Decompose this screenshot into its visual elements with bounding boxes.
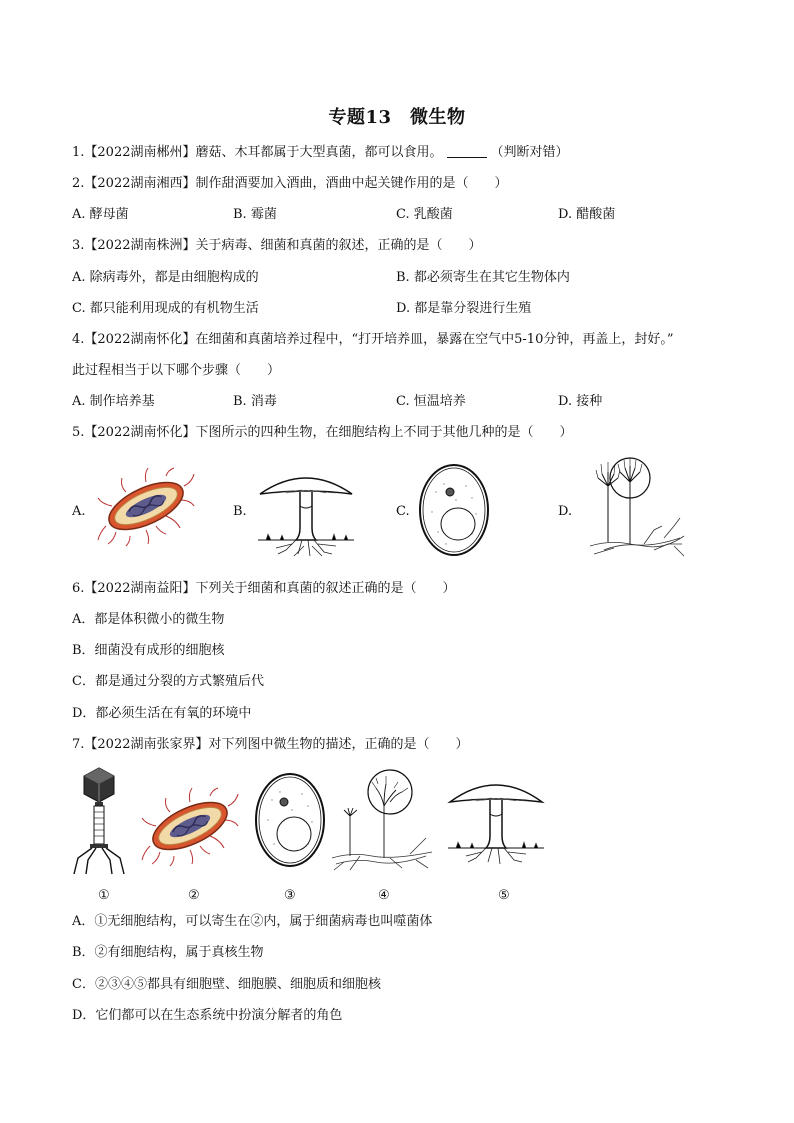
question-6-option-d: D．都必须生活在有氧的环境中 [72,706,252,721]
question-2-option-a: A. 酵母菌 [72,207,129,222]
yeast-cell-image [416,462,492,558]
question-1-suffix: （判断对错） [490,145,569,160]
bacterium-image-2 [140,786,240,868]
question-2-option-c: C. 乳酸菌 [396,207,453,222]
question-7-option-d: D．它们都可以在生态系统中扮演分解者的角色 [72,1008,343,1023]
question-1 [72,144,569,162]
question-2-option-d: D. 醋酸菌 [558,207,616,222]
yeast-cell-image-2 [252,770,328,870]
question-6-option-a: A．都是体积微小的微生物 [72,612,225,627]
figure-label-c: C. [396,504,410,519]
bacteriophage-image [70,766,128,878]
question-7-option-a: A．①无细胞结构，可以寄生在②内，属于细菌病毒也叫噬菌体 [72,914,433,929]
question-2-option-b: B. 霉菌 [233,207,277,222]
mushroom-image-2 [446,772,546,870]
question-4-option-d: D. 接种 [558,394,603,409]
question-3-text: 3.【2022湖南株洲】关于病毒、细菌和真菌的叙述，正确的是（ ） [72,238,482,253]
question-7-text: 7.【2022湖南张家界】对下列图中微生物的描述，正确的是（ ） [72,737,469,752]
question-5-text: 5.【2022湖南怀化】下图所示的四种生物，在细胞结构上不同于其他几种的是（ ） [72,425,573,440]
question-4-line-2: 此过程相当于以下哪个步骤（ ） [72,363,281,378]
question-4-option-c: C. 恒温培养 [396,394,466,409]
figure-number-1: ① [98,888,110,903]
question-3-option-b: B. 都必须寄生在其它生物体内 [396,270,570,285]
mold-image [584,454,688,560]
mushroom-image [256,466,356,560]
figure-number-2: ② [188,888,200,903]
question-4-option-a: A. 制作培养基 [72,394,155,409]
question-3-option-c: C. 都只能利用现成的有机物生活 [72,301,259,316]
question-7-option-b: B．②有细胞结构，属于真核生物 [72,945,264,960]
question-3-option-d: D. 都是靠分裂进行生殖 [396,301,532,316]
answer-blank[interactable] [447,145,487,158]
question-6-option-c: C．都是通过分裂的方式繁殖后代 [72,674,264,689]
question-2-text: 2.【2022湖南湘西】制作甜酒要加入酒曲，酒曲中起关键作用的是（ ） [72,176,508,191]
page-title: 专题13 微生物 [328,107,466,128]
question-1-text: 1.【2022湖南郴州】蘑菇、木耳都属于大型真菌，都可以食用。 [72,145,443,160]
bacterium-image [96,466,196,548]
figure-label-b: B. [233,504,247,519]
figure-number-3: ③ [284,888,296,903]
question-4-option-b: B. 消毒 [233,394,277,409]
question-6-option-b: B．细菌没有成形的细胞核 [72,643,225,658]
figure-number-5: ⑤ [498,888,510,903]
figure-number-4: ④ [378,888,390,903]
figure-label-a: A. [72,504,86,519]
question-4-line-1: 4.【2022湖南怀化】在细菌和真菌培养过程中，“打开培养皿，暴露在空气中5-10分钟，再盖上，封好。” [72,332,674,347]
question-6-text: 6.【2022湖南益阳】下列关于细菌和真菌的叙述正确的是（ ） [72,581,456,596]
figure-label-d: D. [558,504,573,519]
question-3-option-a: A. 除病毒外，都是由细胞构成的 [72,270,259,285]
mold-image-2 [330,766,434,876]
question-7-option-c: C．②③④⑤都具有细胞壁、细胞膜、细胞质和细胞核 [72,977,381,992]
